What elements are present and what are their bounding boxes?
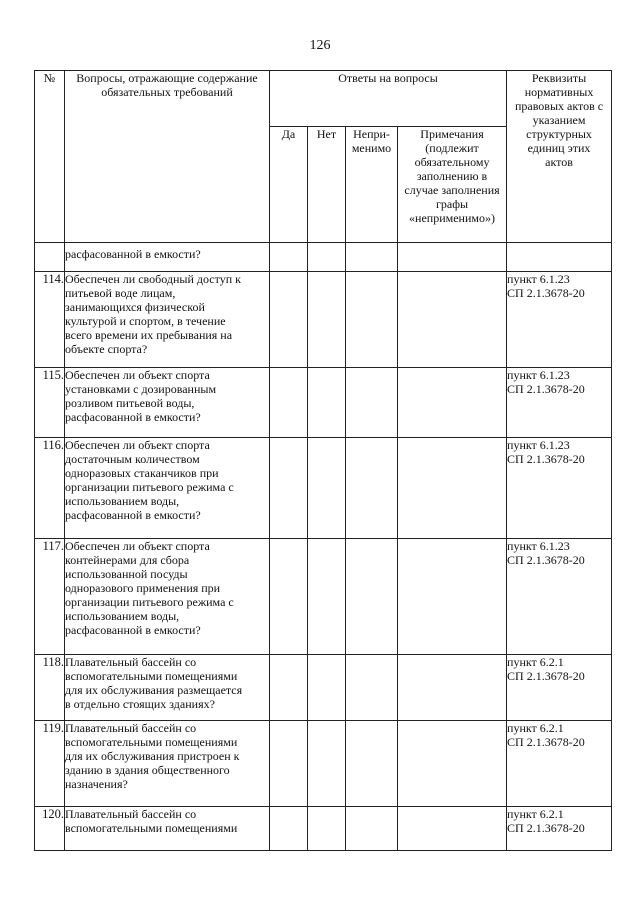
header-yes: Да (270, 127, 308, 243)
answer-not-applicable-cell (346, 272, 398, 368)
row-number: 115. (35, 368, 65, 438)
requisites-line: СП 2.1.3678-20 (507, 553, 585, 567)
row-number: 120. (35, 807, 65, 851)
question-line: организации питьевого режима с (65, 480, 234, 494)
answer-no-cell (308, 655, 346, 721)
question-line: Плавательный бассейн со (65, 655, 197, 669)
question-line: зданию в здания общественного (65, 763, 230, 777)
header-notes-line: случае заполнения (404, 183, 500, 197)
requisites-line: пункт 6.2.1 (507, 655, 564, 669)
question-line: вспомогательными помещениями (65, 669, 238, 683)
answer-not-applicable-cell (346, 539, 398, 655)
requisites-line: СП 2.1.3678-20 (507, 669, 585, 683)
table-row (35, 243, 612, 272)
question-line: для их обслуживания пристроен к (65, 749, 240, 763)
table-row (35, 655, 612, 721)
question-line: вспомогательными помещениями (65, 735, 238, 749)
requisites-line: СП 2.1.3678-20 (507, 821, 585, 835)
row-number: 116. (35, 438, 65, 539)
header-requisites-line: указанием (532, 113, 586, 127)
requisites-line: СП 2.1.3678-20 (507, 286, 585, 300)
requisites-cell (507, 438, 612, 539)
question-line: расфасованной в емкости? (65, 623, 201, 637)
answer-yes-cell (270, 272, 308, 368)
answer-yes-cell (270, 243, 308, 272)
answer-no-cell (308, 539, 346, 655)
answer-yes-cell (270, 807, 308, 851)
requisites-line: СП 2.1.3678-20 (507, 382, 585, 396)
row-number (35, 243, 65, 272)
table-row (35, 721, 612, 807)
answer-not-applicable-cell (346, 438, 398, 539)
table-row (35, 438, 612, 539)
answer-not-applicable-cell (346, 243, 398, 272)
question-line: Плавательный бассейн со (65, 807, 197, 821)
requirements-table (34, 70, 612, 851)
question-line: Обеспечен ли объект спорта (65, 539, 210, 553)
header-notes-line: графы (435, 197, 469, 211)
header-no: Нет (308, 127, 346, 243)
header-requisites-line: структурных (526, 127, 592, 141)
question-line: культурой и спортом, в течение (65, 314, 226, 328)
notes-cell (398, 539, 507, 655)
requisites-cell (507, 539, 612, 655)
header-requisites (507, 71, 612, 243)
row-number: 118. (35, 655, 65, 721)
notes-cell (398, 655, 507, 721)
question-line: занимающихся физической (65, 300, 205, 314)
answer-yes-cell (270, 721, 308, 807)
header-notes-line: «неприменимо») (409, 211, 495, 225)
question-cell (65, 272, 270, 368)
header-requisites-line: нормативных (524, 85, 594, 99)
answer-no-cell (308, 438, 346, 539)
row-number: 114. (35, 272, 65, 368)
question-line: расфасованной в емкости? (65, 508, 201, 522)
table-row (35, 807, 612, 851)
header-notes-line: Примечания (420, 127, 484, 141)
requisites-line: пункт 6.2.1 (507, 807, 564, 821)
notes-cell (398, 243, 507, 272)
question-cell (65, 243, 270, 272)
question-line: Обеспечен ли объект спорта (65, 438, 210, 452)
question-cell (65, 539, 270, 655)
header-not-applicable (346, 127, 398, 243)
question-line: контейнерами для сбора (65, 553, 190, 567)
table-row (35, 368, 612, 438)
question-line: расфасованной в емкости? (65, 247, 201, 261)
answer-not-applicable-cell (346, 721, 398, 807)
question-cell (65, 438, 270, 539)
answer-yes-cell (270, 368, 308, 438)
notes-cell (398, 807, 507, 851)
requisites-cell (507, 807, 612, 851)
question-line: одноразовых стаканчиков при (65, 466, 219, 480)
notes-cell (398, 721, 507, 807)
notes-cell (398, 272, 507, 368)
question-line: розливом питьевой воды, (65, 396, 195, 410)
table-row (35, 272, 612, 368)
requisites-cell (507, 272, 612, 368)
answer-not-applicable-cell (346, 655, 398, 721)
requisites-line: СП 2.1.3678-20 (507, 735, 585, 749)
question-line: достаточным количеством (65, 452, 200, 466)
header-notes-line: обязательному (414, 155, 490, 169)
answer-yes-cell (270, 438, 308, 539)
header-requisites-line: единиц этих (527, 141, 591, 155)
question-cell (65, 721, 270, 807)
requisites-cell (507, 368, 612, 438)
question-line: расфасованной в емкости? (65, 410, 201, 424)
header-row-1 (35, 71, 612, 127)
answer-yes-cell (270, 655, 308, 721)
notes-cell (398, 438, 507, 539)
question-line: одноразового применения при (65, 581, 221, 595)
header-notes-line: заполнению в (416, 169, 488, 183)
requisites-line: СП 2.1.3678-20 (507, 452, 585, 466)
requisites-line: пункт 6.1.23 (507, 539, 570, 553)
question-line: установками с дозированным (65, 382, 217, 396)
notes-cell (398, 368, 507, 438)
header-answers: Ответы на вопросы (270, 71, 507, 127)
header-not-applicable-line: менимо (351, 141, 392, 155)
question-cell (65, 368, 270, 438)
header-questions (65, 71, 270, 243)
answer-not-applicable-cell (346, 807, 398, 851)
answer-not-applicable-cell (346, 368, 398, 438)
question-line: вспомогательными помещениями (65, 821, 238, 835)
question-line: организации питьевого режима с (65, 595, 234, 609)
question-line: объекте спорта? (65, 342, 148, 356)
question-line: питьевой воде лицам, (65, 286, 176, 300)
requisites-line: пункт 6.1.23 (507, 438, 570, 452)
requisites-line: пункт 6.1.23 (507, 368, 570, 382)
header-questions-line: Вопросы, отражающие содержание (76, 71, 258, 85)
question-line: использованной посуды (65, 567, 188, 581)
answer-no-cell (308, 272, 346, 368)
question-line: в отдельно стоящих зданиях? (65, 697, 215, 711)
answer-yes-cell (270, 539, 308, 655)
question-line: всего времени их пребывания на (65, 328, 233, 342)
question-line: Обеспечен ли свободный доступ к (65, 272, 241, 286)
requisites-cell (507, 721, 612, 807)
requisites-line: пункт 6.1.23 (507, 272, 570, 286)
header-requisites-line: Реквизиты (531, 71, 587, 85)
question-cell (65, 655, 270, 721)
header-number: № (35, 71, 65, 243)
question-line: использованием воды, (65, 609, 180, 623)
question-cell (65, 807, 270, 851)
row-number: 117. (35, 539, 65, 655)
question-line: назначения? (65, 777, 128, 791)
question-line: Плавательный бассейн со (65, 721, 197, 735)
header-notes (398, 127, 507, 243)
requisites-cell (507, 655, 612, 721)
page-number: 126 (309, 38, 331, 53)
answer-no-cell (308, 721, 346, 807)
requisites-cell (507, 243, 612, 272)
answer-no-cell (308, 368, 346, 438)
header-not-applicable-line: Непри- (353, 127, 390, 141)
question-line: Обеспечен ли объект спорта (65, 368, 210, 382)
question-line: использованием воды, (65, 494, 180, 508)
header-notes-line: (подлежит (425, 141, 479, 155)
table-row (35, 539, 612, 655)
answer-no-cell (308, 243, 346, 272)
header-questions-line: обязательных требований (101, 85, 233, 99)
row-number: 119. (35, 721, 65, 807)
question-line: для их обслуживания размещается (65, 683, 243, 697)
answer-no-cell (308, 807, 346, 851)
requisites-line: пункт 6.2.1 (507, 721, 564, 735)
header-requisites-line: правовых актов с (514, 99, 604, 113)
header-requisites-line: актов (545, 155, 573, 169)
